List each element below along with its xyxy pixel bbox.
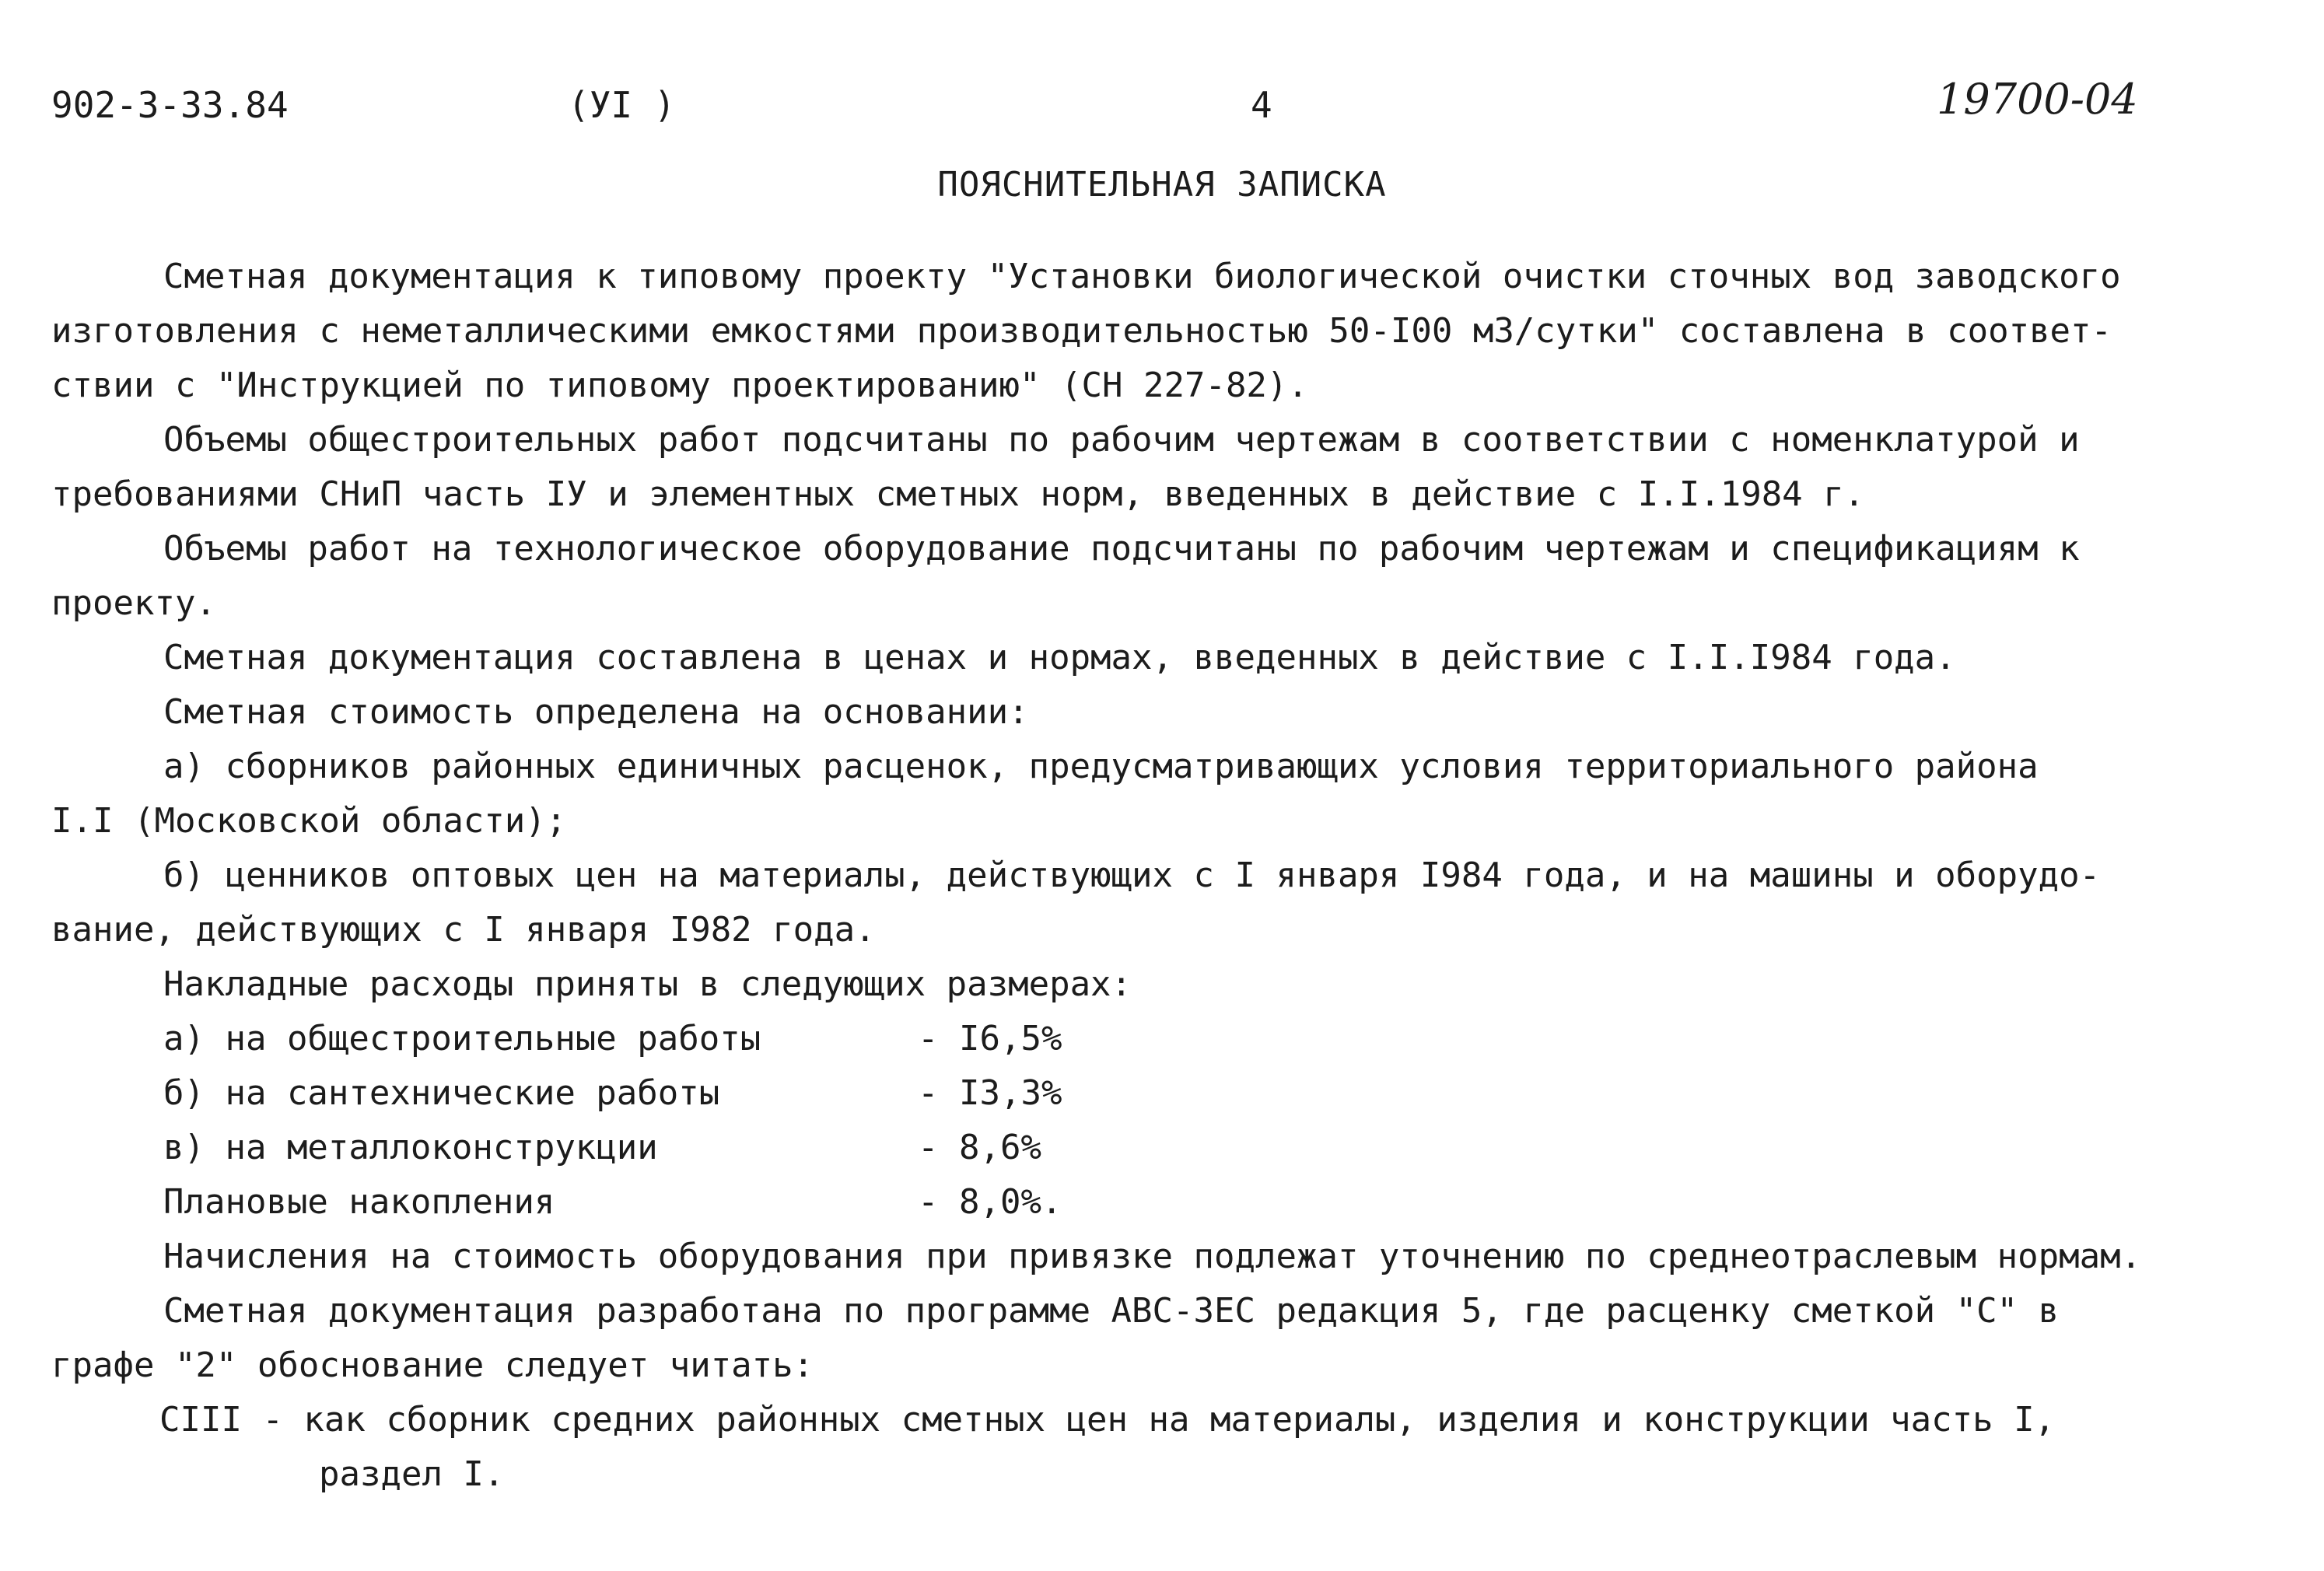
document-code: 902-3-33.84: [51, 84, 289, 126]
text-line: I.I (Московской области);: [51, 801, 567, 841]
text-line: Сметная документация к типовому проекту "Установки биологической очистки сточных вод заводского: [163, 257, 2121, 296]
text-line: вание, действующих с I января I982 года.: [51, 910, 876, 950]
overhead-label: б) на сантехнические работы: [163, 1073, 720, 1113]
overhead-label: Плановые накопления: [163, 1182, 555, 1222]
text-line: графе "2" обоснование следует читать:: [51, 1345, 814, 1385]
text-line: Сметная стоимость определена на основании:: [163, 692, 1029, 732]
text-line: Сметная документация разработана по программе АВС-ЗЕС редакция 5, где расценку сметкой "С" в: [163, 1291, 2060, 1331]
text-line: Объемы работ на технологическое оборудование подсчитаны по рабочим чертежам и спецификациям к: [163, 529, 2080, 569]
overhead-value: - 8,0%.: [918, 1182, 1062, 1222]
overhead-label: а) на общестроительные работы: [163, 1019, 761, 1058]
page-number: 4: [1251, 84, 1272, 126]
text-line: требованиями СНиП часть IУ и элементных сметных норм, введенных в действие с I.I.1984 г.: [51, 474, 1865, 514]
overhead-label: в) на металлоконструкции: [163, 1128, 658, 1167]
text-line: Начисления на стоимость оборудования при привязке подлежат уточнению по среднеотраслевым нормам.: [163, 1237, 2142, 1276]
text-line: изготовления с неметаллическими емкостями производительностью 50-I00 м3/сутки" составлена в соответ-: [51, 311, 2112, 351]
overhead-value: - I6,5%: [918, 1019, 1062, 1058]
text-line: СIII - как сборник средних районных сметных цен на материалы, изделия и конструкции часть I,: [159, 1400, 2056, 1440]
document-title: ПОЯСНИТЕЛЬНАЯ ЗАПИСКА: [937, 165, 1387, 205]
text-line: проекту.: [51, 583, 216, 623]
text-line: а) сборников районных единичных расценок, предусматривающих условия территориального района: [163, 747, 2039, 786]
overhead-value: - I3,3%: [918, 1073, 1062, 1113]
album-number: (УI ): [568, 84, 676, 126]
text-line: б) ценников оптовых цен на материалы, действующих с I января I984 года, и на машины и оборудо-: [163, 855, 2101, 895]
text-line: раздел I.: [319, 1454, 505, 1494]
text-line: Накладные расходы приняты в следующих размерах:: [163, 964, 1132, 1004]
text-line: ствии с "Инструкцией по типовому проектированию" (СН 227-82).: [51, 366, 1308, 405]
text-line: Объемы общестроительных работ подсчитаны по рабочим чертежам в соответствии с номенклатурой и: [163, 420, 2080, 460]
overhead-value: - 8,6%: [918, 1128, 1041, 1167]
handwritten-number: 19700-04: [1937, 75, 2138, 124]
text-line: Сметная документация составлена в ценах и нормах, введенных в действие с I.I.I984 года.: [163, 638, 1956, 677]
